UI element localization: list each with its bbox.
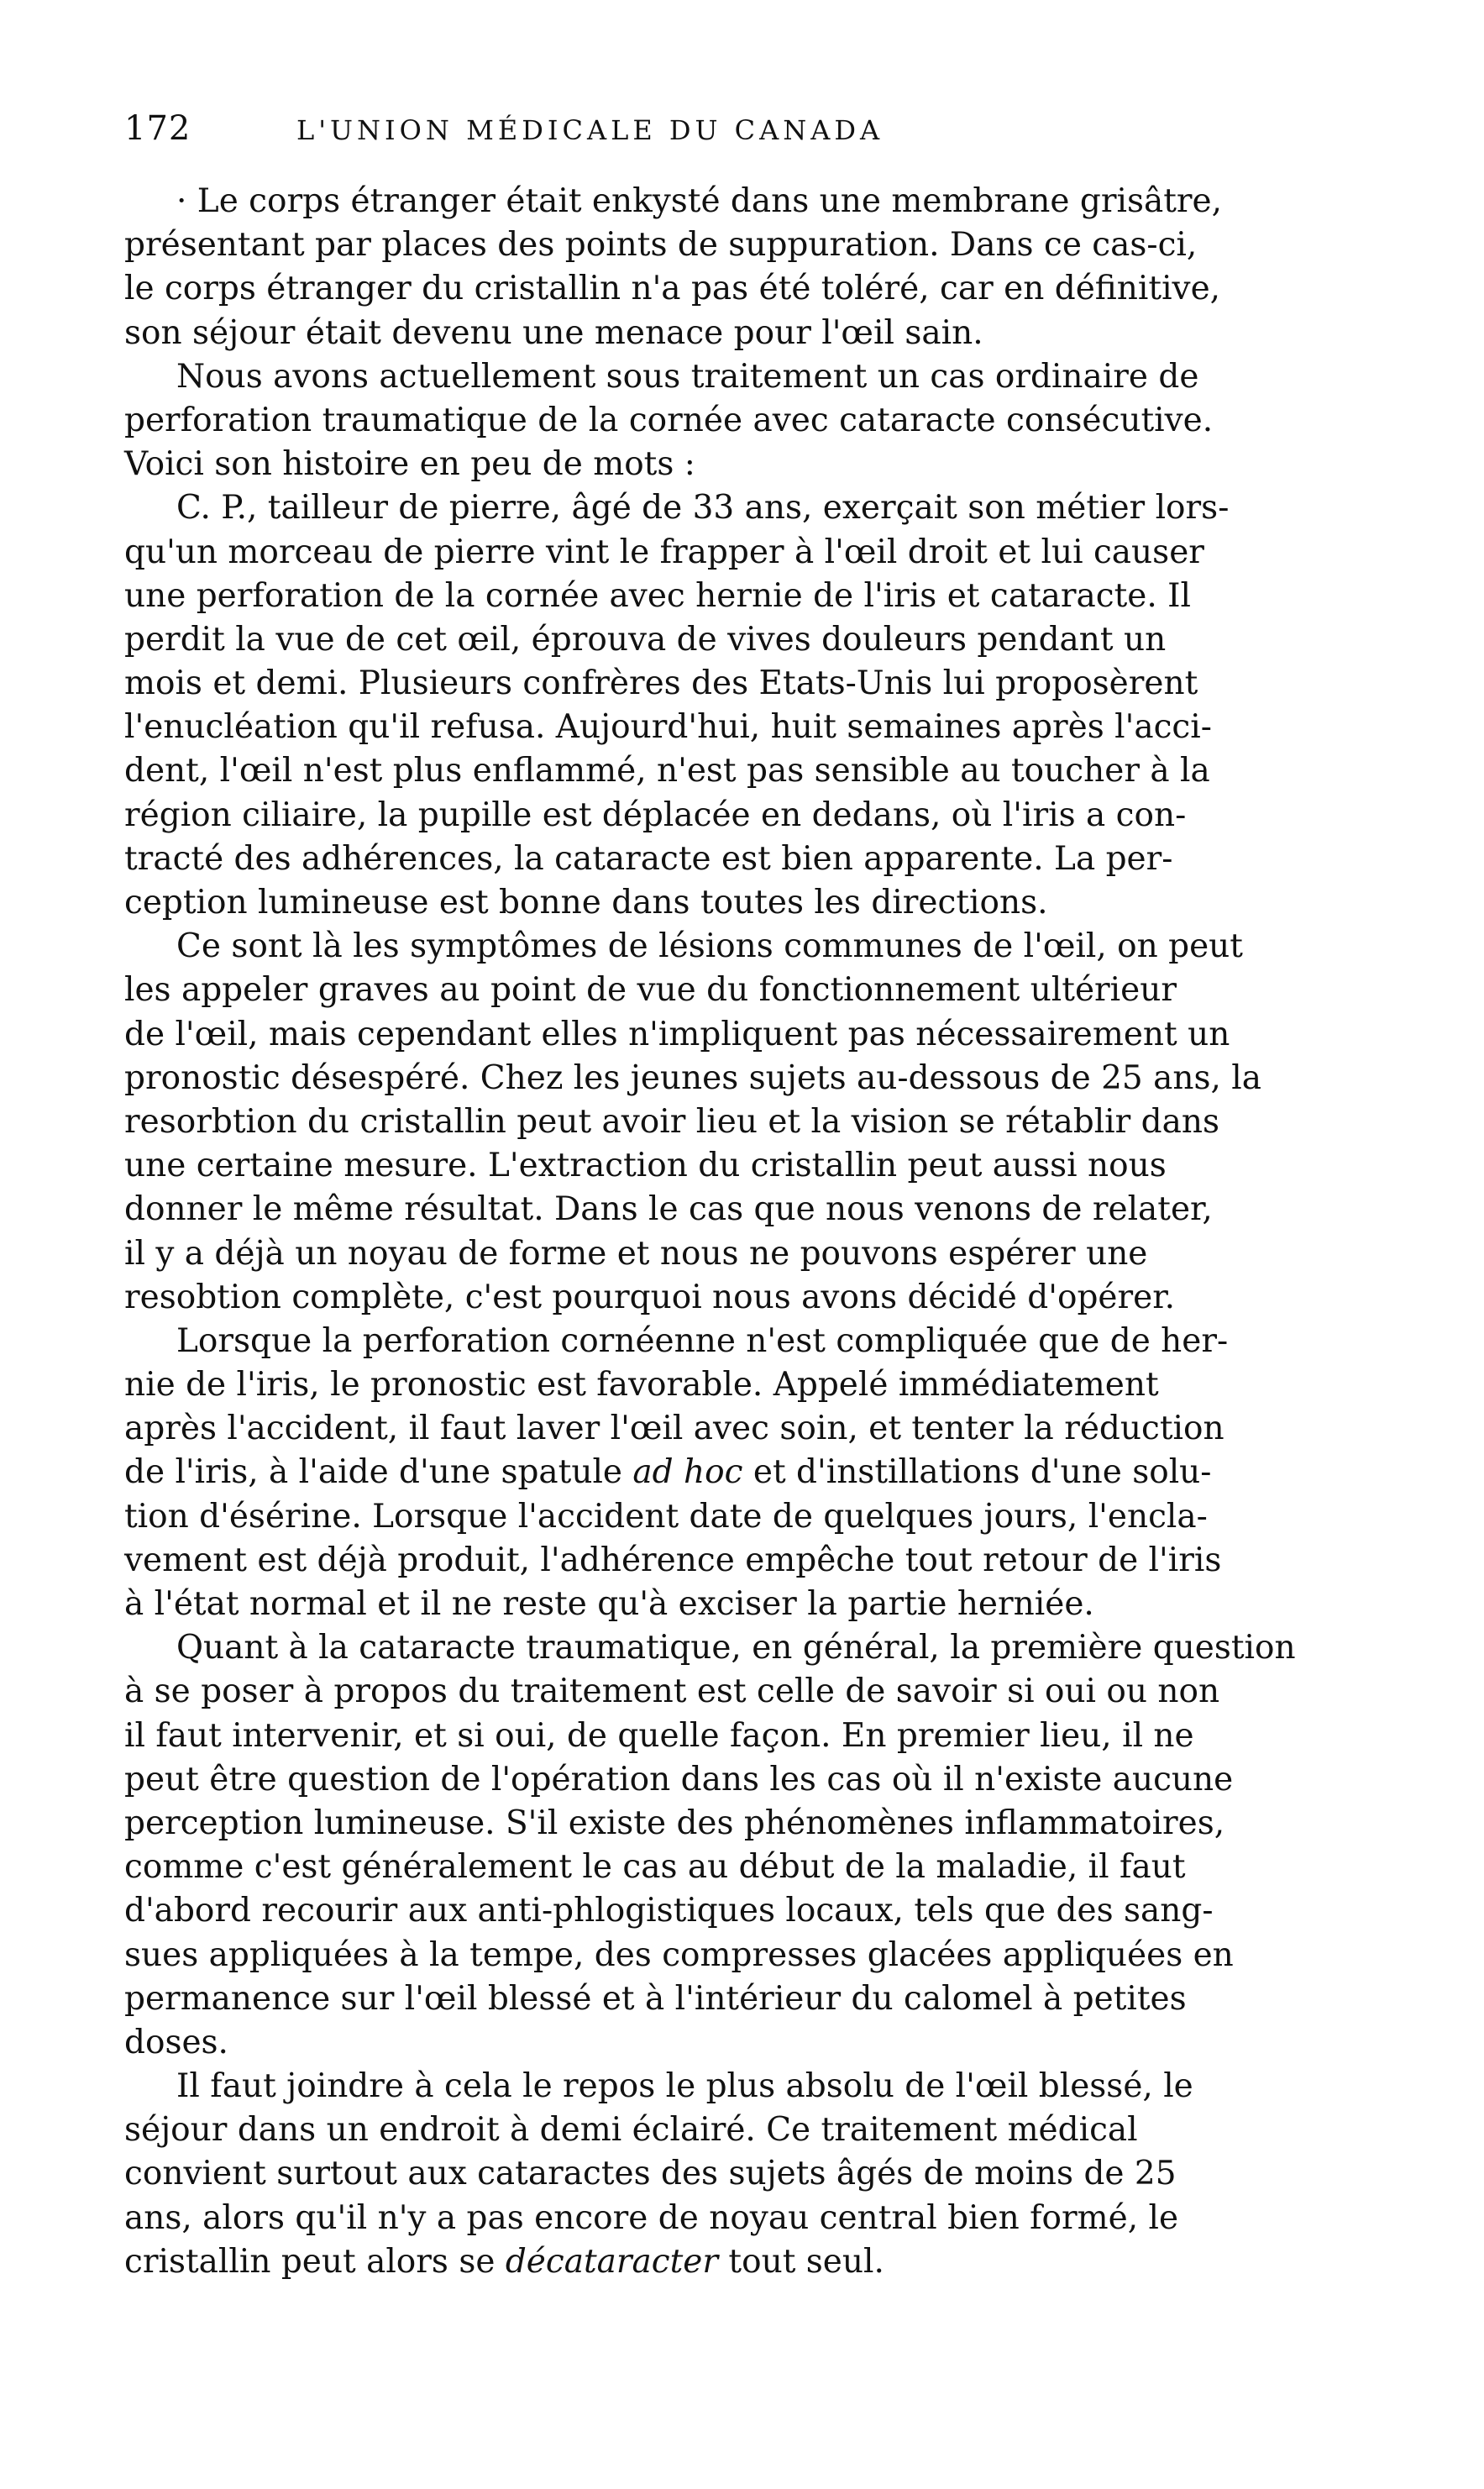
text-line: vement est déjà produit, l'adhérence empêche tout retour de l'iris	[124, 1541, 1222, 1579]
text-line: tracté des adhérences, la cataracte est bien apparente. La per-	[124, 839, 1173, 878]
text-line: convient surtout aux cataractes des sujets âgés de moins de 25	[124, 2155, 1177, 2193]
text-line: · Le corps étranger était enkysté dans une membrane grisâtre,	[176, 182, 1223, 220]
text-line: de l'œil, mais cependant elles n'impliquent pas nécessairement un	[124, 1015, 1230, 1053]
text-line: tion d'ésérine. Lorsque l'accident date de quelques jours, l'encla-	[124, 1497, 1208, 1536]
text-line: région ciliaire, la pupille est déplacée en dedans, où l'iris a con-	[124, 796, 1187, 834]
document-page	[124, 109, 1468, 2284]
text-line: Voici son histoire en peu de mots :	[124, 445, 695, 484]
text-line: nie de l'iris, le pronostic est favorable. Appelé immédiatement	[124, 1366, 1159, 1405]
text-line: cristallin peut alors se décataracter tout seul.	[124, 2242, 884, 2281]
text-line: dent, l'œil n'est plus enflammé, n'est pas sensible au toucher à la	[124, 752, 1210, 790]
text-line: son séjour était devenu une menace pour l'œil sain.	[124, 313, 983, 352]
text-line: donner le même résultat. Dans le cas que nous venons de relater,	[124, 1190, 1213, 1229]
text-line: doses.	[124, 2023, 228, 2061]
page-header	[124, 109, 1468, 148]
body-text	[124, 180, 1468, 2284]
running-title: L'UNION MÉDICALE DU CANADA	[296, 114, 884, 146]
text-line: pronostic désespéré. Chez les jeunes sujets au-dessous de 25 ans, la	[124, 1058, 1262, 1097]
text-line: les appeler graves au point de vue du fonctionnement ultérieur	[124, 971, 1177, 1010]
text-line: perception lumineuse. S'il existe des phénomènes inflammatoires,	[124, 1804, 1225, 1842]
page-number: 172	[124, 109, 191, 148]
italic-phrase: décataracter	[505, 2242, 719, 2281]
text-line: resorbtion du cristallin peut avoir lieu et la vision se rétablir dans	[124, 1102, 1220, 1141]
text-line: à l'état normal et il ne reste qu'à exciser la partie herniée.	[124, 1585, 1094, 1623]
text-line: qu'un morceau de pierre vint le frapper à l'œil droit et lui causer	[124, 533, 1204, 571]
text-line: perforation traumatique de la cornée avec cataracte consécutive.	[124, 401, 1214, 439]
text-line: permanence sur l'œil blessé et à l'intérieur du calomel à petites	[124, 1979, 1187, 2018]
text-line: il y a déjà un noyau de forme et nous ne pouvons espérer une	[124, 1234, 1148, 1273]
text-line: après l'accident, il faut laver l'œil avec soin, et tenter la réduction	[124, 1410, 1224, 1448]
text-line: Lorsque la perforation cornéenne n'est compliquée que de her-	[176, 1321, 1229, 1360]
text-line: resobtion complète, c'est pourquoi nous avons décidé d'opérer.	[124, 1278, 1175, 1316]
text-line: peut être question de l'opération dans les cas où il n'existe aucune	[124, 1760, 1234, 1798]
text-line: Nous avons actuellement sous traitement un cas ordinaire de	[176, 357, 1199, 396]
text-line: d'abord recourir aux anti-phlogistiques locaux, tels que des sang-	[124, 1892, 1214, 1930]
italic-phrase: ad hoc	[632, 1453, 743, 1492]
text-line: perdit la vue de cet œil, éprouva de vives douleurs pendant un	[124, 620, 1167, 659]
text-line: présentant par places des points de suppuration. Dans ce cas-ci,	[124, 226, 1198, 265]
text-line: ans, alors qu'il n'y a pas encore de noyau central bien formé, le	[124, 2198, 1179, 2237]
text-line: ception lumineuse est bonne dans toutes les directions.	[124, 884, 1048, 922]
text-line: le corps étranger du cristallin n'a pas été toléré, car en définitive,	[124, 270, 1221, 308]
text-line: Il faut joindre à cela le repos le plus absolu de l'œil blessé, le	[176, 2067, 1193, 2106]
text-line: comme c'est généralement le cas au début de la maladie, il faut	[124, 1848, 1186, 1887]
text-line: l'enucléation qu'il refusa. Aujourd'hui, huit semaines après l'acci-	[124, 708, 1212, 747]
text-line: sues appliquées à la tempe, des compresses glacées appliquées en	[124, 1935, 1234, 1974]
text-line: mois et demi. Plusieurs confrères des Etats-Unis lui proposèrent	[124, 664, 1198, 703]
text-line: une certaine mesure. L'extraction du cristallin peut aussi nous	[124, 1147, 1167, 1185]
text-line: de l'iris, à l'aide d'une spatule ad hoc et d'instillations d'une solu-	[124, 1453, 1212, 1492]
text-line: une perforation de la cornée avec hernie de l'iris et cataracte. Il	[124, 576, 1192, 615]
text-line: Quant à la cataracte traumatique, en général, la première question	[176, 1629, 1296, 1667]
text-line: à se poser à propos du traitement est celle de savoir si oui ou non	[124, 1672, 1220, 1711]
text-line: il faut intervenir, et si oui, de quelle façon. En premier lieu, il ne	[124, 1716, 1194, 1755]
text-line: Ce sont là les symptômes de lésions communes de l'œil, on peut	[176, 927, 1243, 966]
text-line: C. P., tailleur de pierre, âgé de 33 ans, exerçait son métier lors-	[176, 489, 1230, 528]
text-line: séjour dans un endroit à demi éclairé. Ce traitement médical	[124, 2111, 1138, 2150]
